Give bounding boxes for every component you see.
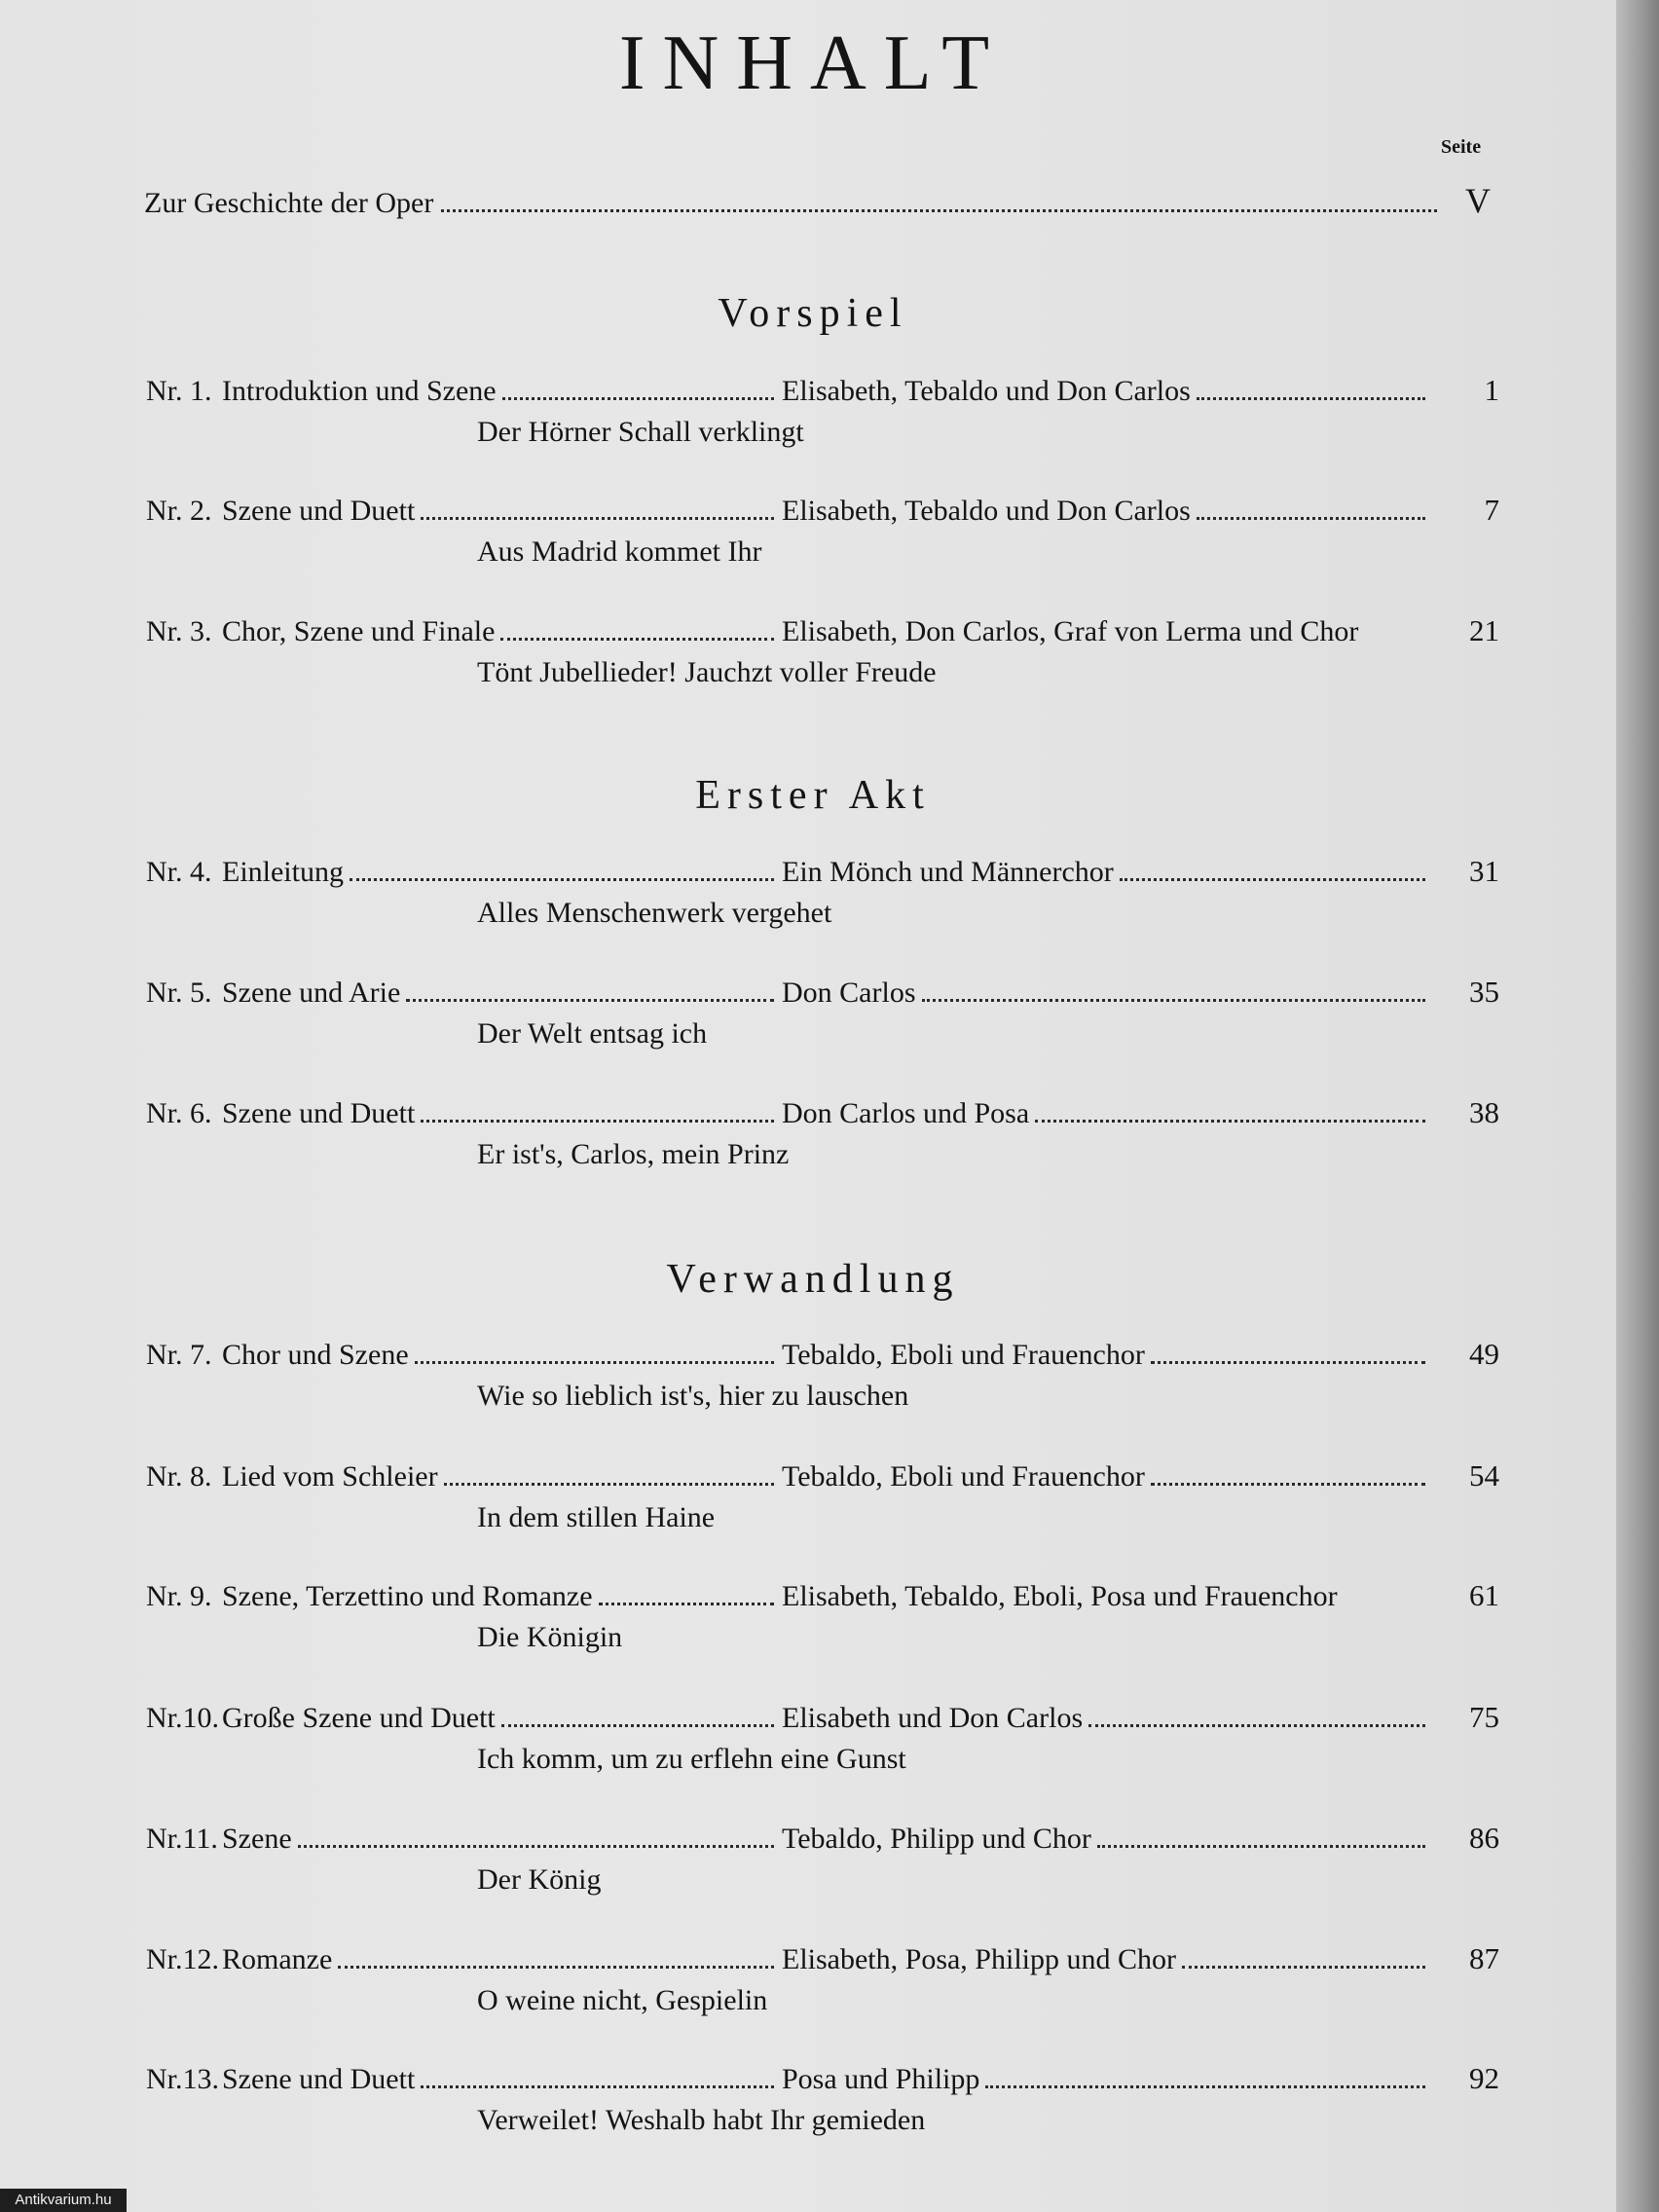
entry-incipit: Die Königin xyxy=(477,1621,623,1653)
toc-entry xyxy=(146,854,1499,930)
entry-page: 31 xyxy=(1469,854,1499,888)
entry-page: 86 xyxy=(1469,1821,1499,1855)
entry-page: 7 xyxy=(1484,493,1499,527)
dot-leader xyxy=(1197,397,1425,400)
entry-incipit: Er ist's, Carlos, mein Prinz xyxy=(477,1138,790,1170)
dot-leader xyxy=(298,1845,774,1848)
entry-number: Nr. 9. xyxy=(146,1580,212,1612)
toc-entry xyxy=(146,493,1499,569)
entry-number: Nr.10. xyxy=(146,1702,219,1734)
entry-number: Nr. 4. xyxy=(146,856,212,888)
entry-incipit: Ich komm, um zu erflehn eine Gunst xyxy=(477,1743,906,1775)
entry-page: 87 xyxy=(1469,1941,1499,1975)
entry-title: Einleitung xyxy=(222,856,344,888)
dot-leader xyxy=(1197,517,1425,520)
dot-leader xyxy=(415,1361,774,1364)
dot-leader xyxy=(441,209,1437,212)
entry-incipit: Alles Menschenwerk vergehet xyxy=(477,897,832,929)
dot-leader xyxy=(338,1966,774,1969)
entry-title: Szene und Arie xyxy=(222,977,401,1009)
history-page: V xyxy=(1465,181,1491,220)
toc-entry xyxy=(146,1337,1499,1413)
dot-leader xyxy=(1035,1120,1425,1123)
toc-entry xyxy=(146,1095,1499,1171)
toc-entry xyxy=(146,373,1499,449)
dot-leader xyxy=(1151,1361,1425,1364)
entry-incipit: Der König xyxy=(477,1863,602,1896)
entry-persons: Posa und Philipp xyxy=(782,2063,980,2095)
entry-number: Nr. 6. xyxy=(146,1097,212,1129)
toc-entry xyxy=(146,1941,1499,2017)
toc-entry xyxy=(146,2061,1499,2137)
dot-leader xyxy=(922,999,1426,1002)
entry-page: 75 xyxy=(1469,1700,1499,1734)
dot-leader xyxy=(1120,878,1425,881)
entry-number: Nr.11. xyxy=(146,1823,218,1855)
entry-number: Nr. 5. xyxy=(146,977,212,1009)
entry-title: Chor, Szene und Finale xyxy=(222,615,496,647)
entry-persons: Tebaldo, Philipp und Chor xyxy=(782,1823,1091,1855)
entry-persons: Elisabeth, Tebaldo, Eboli, Posa und Frauenchor xyxy=(782,1580,1338,1612)
entry-incipit: O weine nicht, Gespielin xyxy=(477,1984,768,2016)
dot-leader xyxy=(599,1603,774,1605)
toc-entry xyxy=(146,1578,1499,1654)
entry-incipit: Wie so lieblich ist's, hier zu lauschen xyxy=(477,1380,909,1412)
entry-number: Nr. 7. xyxy=(146,1339,212,1371)
entry-incipit: Verweilet! Weshalb habt Ihr gemieden xyxy=(477,2104,926,2136)
entry-incipit: Der Welt entsag ich xyxy=(477,1017,708,1050)
entry-persons: Tebaldo, Eboli und Frauenchor xyxy=(782,1460,1145,1493)
entry-title: Romanze xyxy=(222,1943,333,1975)
toc-entry xyxy=(146,1821,1499,1897)
dot-leader xyxy=(1088,1724,1425,1727)
entry-number: Nr. 3. xyxy=(146,615,212,647)
dot-leader xyxy=(444,1483,774,1486)
entry-persons: Elisabeth, Tebaldo und Don Carlos xyxy=(782,495,1191,527)
entry-title: Szene und Duett xyxy=(222,1097,416,1129)
entry-page: 21 xyxy=(1469,613,1499,647)
entry-incipit: In dem stillen Haine xyxy=(477,1501,716,1533)
toc-entry xyxy=(146,975,1499,1051)
section-heading-verwandlung: Verwandlung xyxy=(666,1257,960,1302)
dot-leader xyxy=(1097,1845,1425,1848)
dot-leader xyxy=(502,397,774,400)
entry-page: 92 xyxy=(1469,2061,1499,2095)
entry-title: Szene und Duett xyxy=(222,495,416,527)
toc-entry xyxy=(146,613,1499,689)
page-title: INHALT xyxy=(618,20,1008,106)
toc-entry xyxy=(146,1458,1499,1534)
entry-persons: Don Carlos und Posa xyxy=(782,1097,1030,1129)
entry-title: Introduktion und Szene xyxy=(222,375,497,407)
entry-page: 49 xyxy=(1469,1337,1499,1371)
toc-entry xyxy=(146,1700,1499,1776)
entry-persons: Elisabeth und Don Carlos xyxy=(782,1702,1084,1734)
entry-page: 1 xyxy=(1484,373,1499,407)
entry-number: Nr.12. xyxy=(146,1943,219,1975)
entry-page: 35 xyxy=(1469,975,1499,1009)
entry-persons: Elisabeth, Posa, Philipp und Chor xyxy=(782,1943,1176,1975)
entry-page: 61 xyxy=(1469,1578,1499,1612)
dot-leader xyxy=(421,2085,774,2088)
entry-title: Szene xyxy=(222,1823,292,1855)
entry-title: Große Szene und Duett xyxy=(222,1702,496,1734)
dot-leader xyxy=(500,638,774,641)
entry-number: Nr. 2. xyxy=(146,495,212,527)
entry-persons: Ein Mönch und Männerchor xyxy=(782,856,1114,888)
dot-leader xyxy=(985,2085,1425,2088)
dot-leader xyxy=(501,1724,774,1727)
entry-persons: Elisabeth, Don Carlos, Graf von Lerma und Chor xyxy=(782,615,1359,647)
dot-leader xyxy=(1182,1966,1425,1969)
entry-number: Nr.13. xyxy=(146,2063,219,2095)
section-heading-erster-akt: Erster Akt xyxy=(695,773,931,818)
section-heading-vorspiel: Vorspiel xyxy=(718,291,908,336)
dot-leader xyxy=(350,878,774,881)
book-spine-shadow xyxy=(1616,0,1659,2212)
dot-leader xyxy=(1151,1483,1425,1486)
entry-number: Nr. 1. xyxy=(146,375,212,407)
dot-leader xyxy=(421,1120,774,1123)
entry-title: Lied vom Schleier xyxy=(222,1460,438,1493)
entry-incipit: Tönt Jubellieder! Jauchzt voller Freude xyxy=(477,656,937,688)
seite-column-label: Seite xyxy=(1441,136,1482,158)
entry-persons: Elisabeth, Tebaldo und Don Carlos xyxy=(782,375,1191,407)
history-entry xyxy=(144,180,1497,221)
watermark: Antikvarium.hu xyxy=(0,2189,127,2212)
entry-number: Nr. 8. xyxy=(146,1460,212,1493)
entry-title: Szene und Duett xyxy=(222,2063,416,2095)
entry-page: 38 xyxy=(1469,1095,1499,1129)
entry-page: 54 xyxy=(1469,1458,1499,1493)
entry-title: Chor und Szene xyxy=(222,1339,409,1371)
entry-title: Szene, Terzettino und Romanze xyxy=(222,1580,593,1612)
entry-incipit: Der Hörner Schall verklingt xyxy=(477,416,804,448)
entry-persons: Don Carlos xyxy=(782,977,916,1009)
dot-leader xyxy=(406,999,774,1002)
entry-incipit: Aus Madrid kommet Ihr xyxy=(477,535,762,568)
history-label: Zur Geschichte der Oper xyxy=(144,187,434,219)
dot-leader xyxy=(421,517,774,520)
entry-persons: Tebaldo, Eboli und Frauenchor xyxy=(782,1339,1145,1371)
